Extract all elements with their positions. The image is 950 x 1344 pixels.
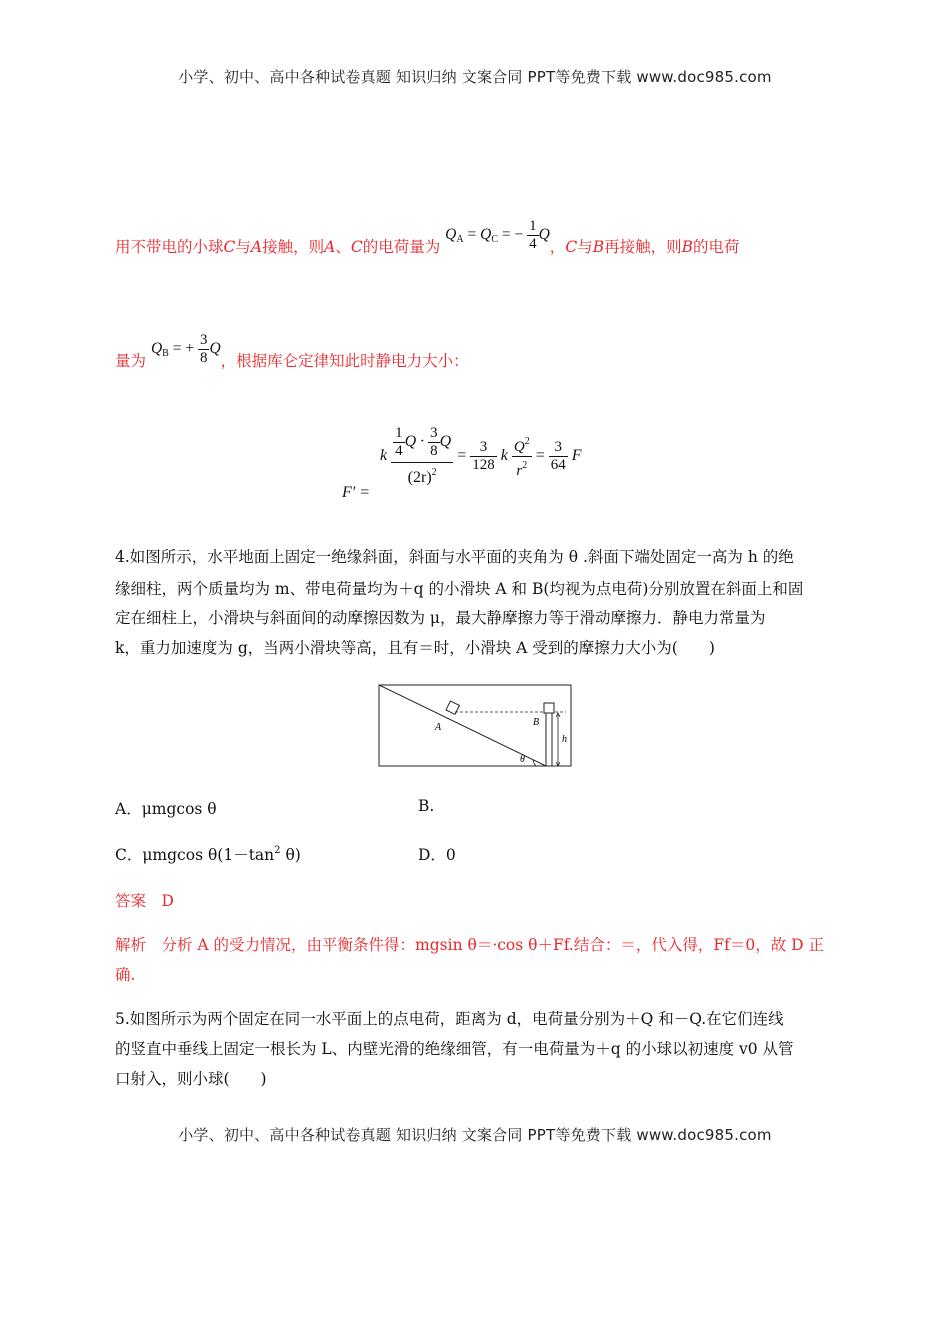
- answer: 答案 D: [115, 892, 174, 910]
- option-c: C．μmgcos $\theta(1-\tan^2$ θ): [115, 845, 301, 864]
- incline-figure: [370, 680, 580, 772]
- q4-line-3: 定在细柱上，小滑块与斜面间的动摩擦因数为 μ，最大静摩擦力等于滑动摩擦力．静电力常量为: [115, 609, 766, 627]
- coulomb-formula: k $\frac{1}{4}$ Q · $\frac{3}{8}$ Q $(2r)^2$ = $\frac{3}{128}$ k $\frac{Q^2}{r^2}$ = $\frac{3}{64}$ F: [380, 425, 582, 486]
- block-b: [544, 703, 554, 713]
- q4-line-4: k，重力加速度为 g，当两小滑块等高，且有＝时，小滑块 A 受到的摩擦力大小为( ): [115, 639, 715, 657]
- label-h: h: [562, 734, 567, 745]
- label-a: A: [435, 722, 442, 733]
- label-theta: θ: [520, 754, 525, 765]
- q4-line-1: 4.如图所示，水平地面上固定一绝缘斜面，斜面与水平面的夹角为 θ .斜面下端处固定一高为 h 的绝: [115, 548, 794, 566]
- analysis-line-2: 确.: [115, 966, 136, 984]
- formula-lhs: F′ =: [342, 484, 371, 501]
- option-a: A．μmgcos θ: [115, 800, 217, 818]
- q4-line-2: 缘细柱，两个质量均为 m、带电荷量均为＋q 的小滑块 A 和 B(均视为点电荷)分别放置在斜面上和固: [115, 580, 804, 598]
- q5-line-2: 的竖直中垂线上固定一根长为 L、内壁光滑的绝缘细管，有一电荷量为＋q 的小球以初速度 v0 从管: [115, 1040, 794, 1058]
- charge-equation-ac: $Q_A = Q_C$ = − $\frac{1}{4}$ Q: [445, 217, 550, 252]
- solution-line-2: 量为 $Q_B$ = + $\frac{3}{8}$ Q，根据库仑定律知此时静电力大小：: [115, 331, 469, 370]
- solution-line-1: 用不带电的小球C与A接触，则A、C的电荷量为 $Q_A = Q_C$ = − $\frac{1}{4}$ Q，C与B再接触，则B的电荷: [115, 217, 740, 256]
- post-column: [546, 713, 552, 766]
- page-header: 小学、初中、高中各种试卷真题 知识归纳 文案合同 PPT等免费下载 www.doc985.com: [178, 68, 772, 86]
- figure-frame: [379, 685, 571, 766]
- charge-equation-b: $Q_B$ = + $\frac{3}{8}$ Q: [150, 331, 221, 366]
- q5-line-3: 口射入，则小球( ): [115, 1070, 267, 1088]
- option-d: D．0: [418, 846, 456, 864]
- label-b: B: [533, 717, 540, 728]
- q5-line-1: 5.如图所示为两个固定在同一水平面上的点电荷，距离为 d，电荷量分别为＋Q 和－Q.在它们连线: [115, 1010, 784, 1028]
- option-b: B.: [418, 797, 435, 815]
- page-footer: 小学、初中、高中各种试卷真题 知识归纳 文案合同 PPT等免费下载 www.doc985.com: [178, 1126, 772, 1144]
- analysis-line-1: 解析 分析 A 的受力情况，由平衡条件得：mgsin θ＝·cos θ＋Ff.结合：＝，代入得，Ff＝0，故 D 正: [115, 936, 824, 954]
